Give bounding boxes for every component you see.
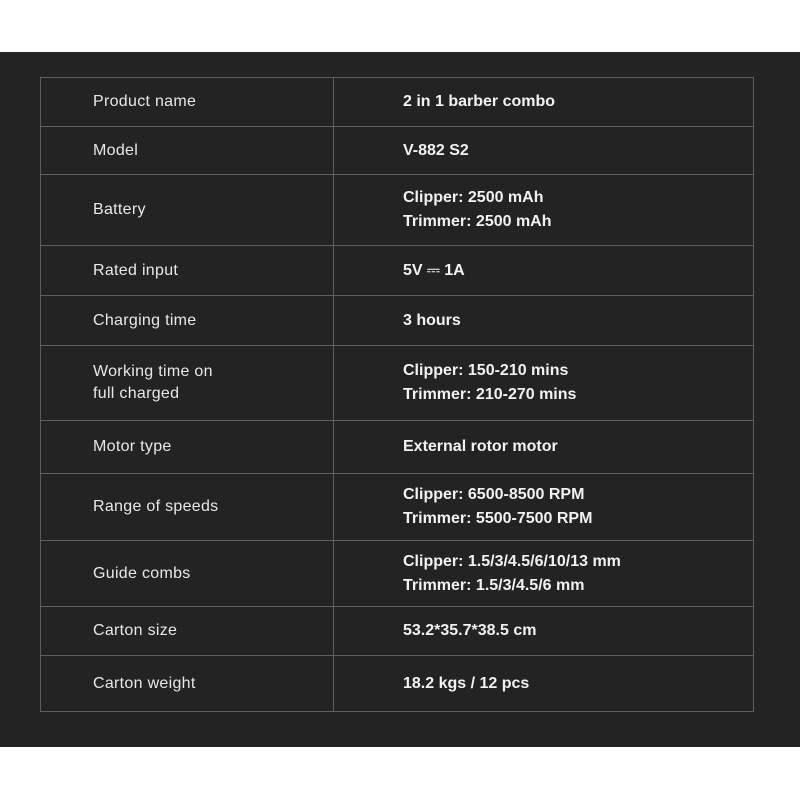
spec-value xyxy=(334,541,754,607)
spec-value-line: Trimmer: 1.5/3/4.5/6 mm xyxy=(403,576,585,594)
spec-value-line: Clipper: 2500 mAh xyxy=(403,189,544,206)
spec-label: Product name xyxy=(41,78,334,127)
spec-value-line: Clipper: 150-210 mins xyxy=(403,362,569,379)
table-row xyxy=(41,78,754,127)
table-row xyxy=(41,656,754,712)
spec-value xyxy=(334,175,754,246)
spec-label: Carton weight xyxy=(41,656,334,712)
spec-value xyxy=(334,78,754,127)
spec-value-line: External rotor motor xyxy=(403,438,558,455)
table-row xyxy=(41,346,754,421)
spec-label: Rated input xyxy=(41,246,334,296)
table-row xyxy=(41,246,754,296)
spec-label: Charging time xyxy=(41,296,334,346)
spec-value xyxy=(334,656,754,712)
spec-table xyxy=(40,77,754,712)
table-row xyxy=(41,127,754,175)
table-row xyxy=(41,474,754,541)
spec-value-line: Clipper: 1.5/3/4.5/6/10/13 mm xyxy=(403,552,621,570)
spec-value xyxy=(334,296,754,346)
spec-value-line: 5V ⎓ 1A xyxy=(403,261,465,279)
table-row xyxy=(41,175,754,246)
spec-label: Guide combs xyxy=(41,541,334,607)
spec-value-line: Trimmer: 5500-7500 RPM xyxy=(403,510,593,527)
spec-value xyxy=(334,127,754,175)
spec-label: Carton size xyxy=(41,607,334,656)
table-row xyxy=(41,541,754,607)
spec-value xyxy=(334,346,754,421)
spec-label: Model xyxy=(41,127,334,175)
spec-value-line: 2 in 1 barber combo xyxy=(403,93,556,110)
spec-value xyxy=(334,421,754,474)
spec-value-line: 18.2 kgs / 12 pcs xyxy=(403,674,530,692)
table-row xyxy=(41,607,754,656)
spec-label xyxy=(41,346,334,421)
spec-value-line: 3 hours xyxy=(403,311,461,329)
spec-value-line: Trimmer: 210-270 mins xyxy=(403,386,577,403)
spec-value-line: Clipper: 6500-8500 RPM xyxy=(403,486,585,503)
spec-value-line: 53.2*35.7*38.5 cm xyxy=(403,622,537,639)
spec-value-line: V-882 S2 xyxy=(403,141,469,159)
spec-label-line: full charged xyxy=(93,385,180,402)
spec-value xyxy=(334,607,754,656)
spec-label-line: Working time on xyxy=(93,363,213,380)
spec-value xyxy=(334,474,754,541)
spec-label: Range of speeds xyxy=(41,474,334,541)
spec-label: Battery xyxy=(41,175,334,246)
spec-label: Motor type xyxy=(41,421,334,474)
table-row xyxy=(41,421,754,474)
table-row xyxy=(41,296,754,346)
spec-value-line: Trimmer: 2500 mAh xyxy=(403,213,552,230)
spec-value xyxy=(334,246,754,296)
